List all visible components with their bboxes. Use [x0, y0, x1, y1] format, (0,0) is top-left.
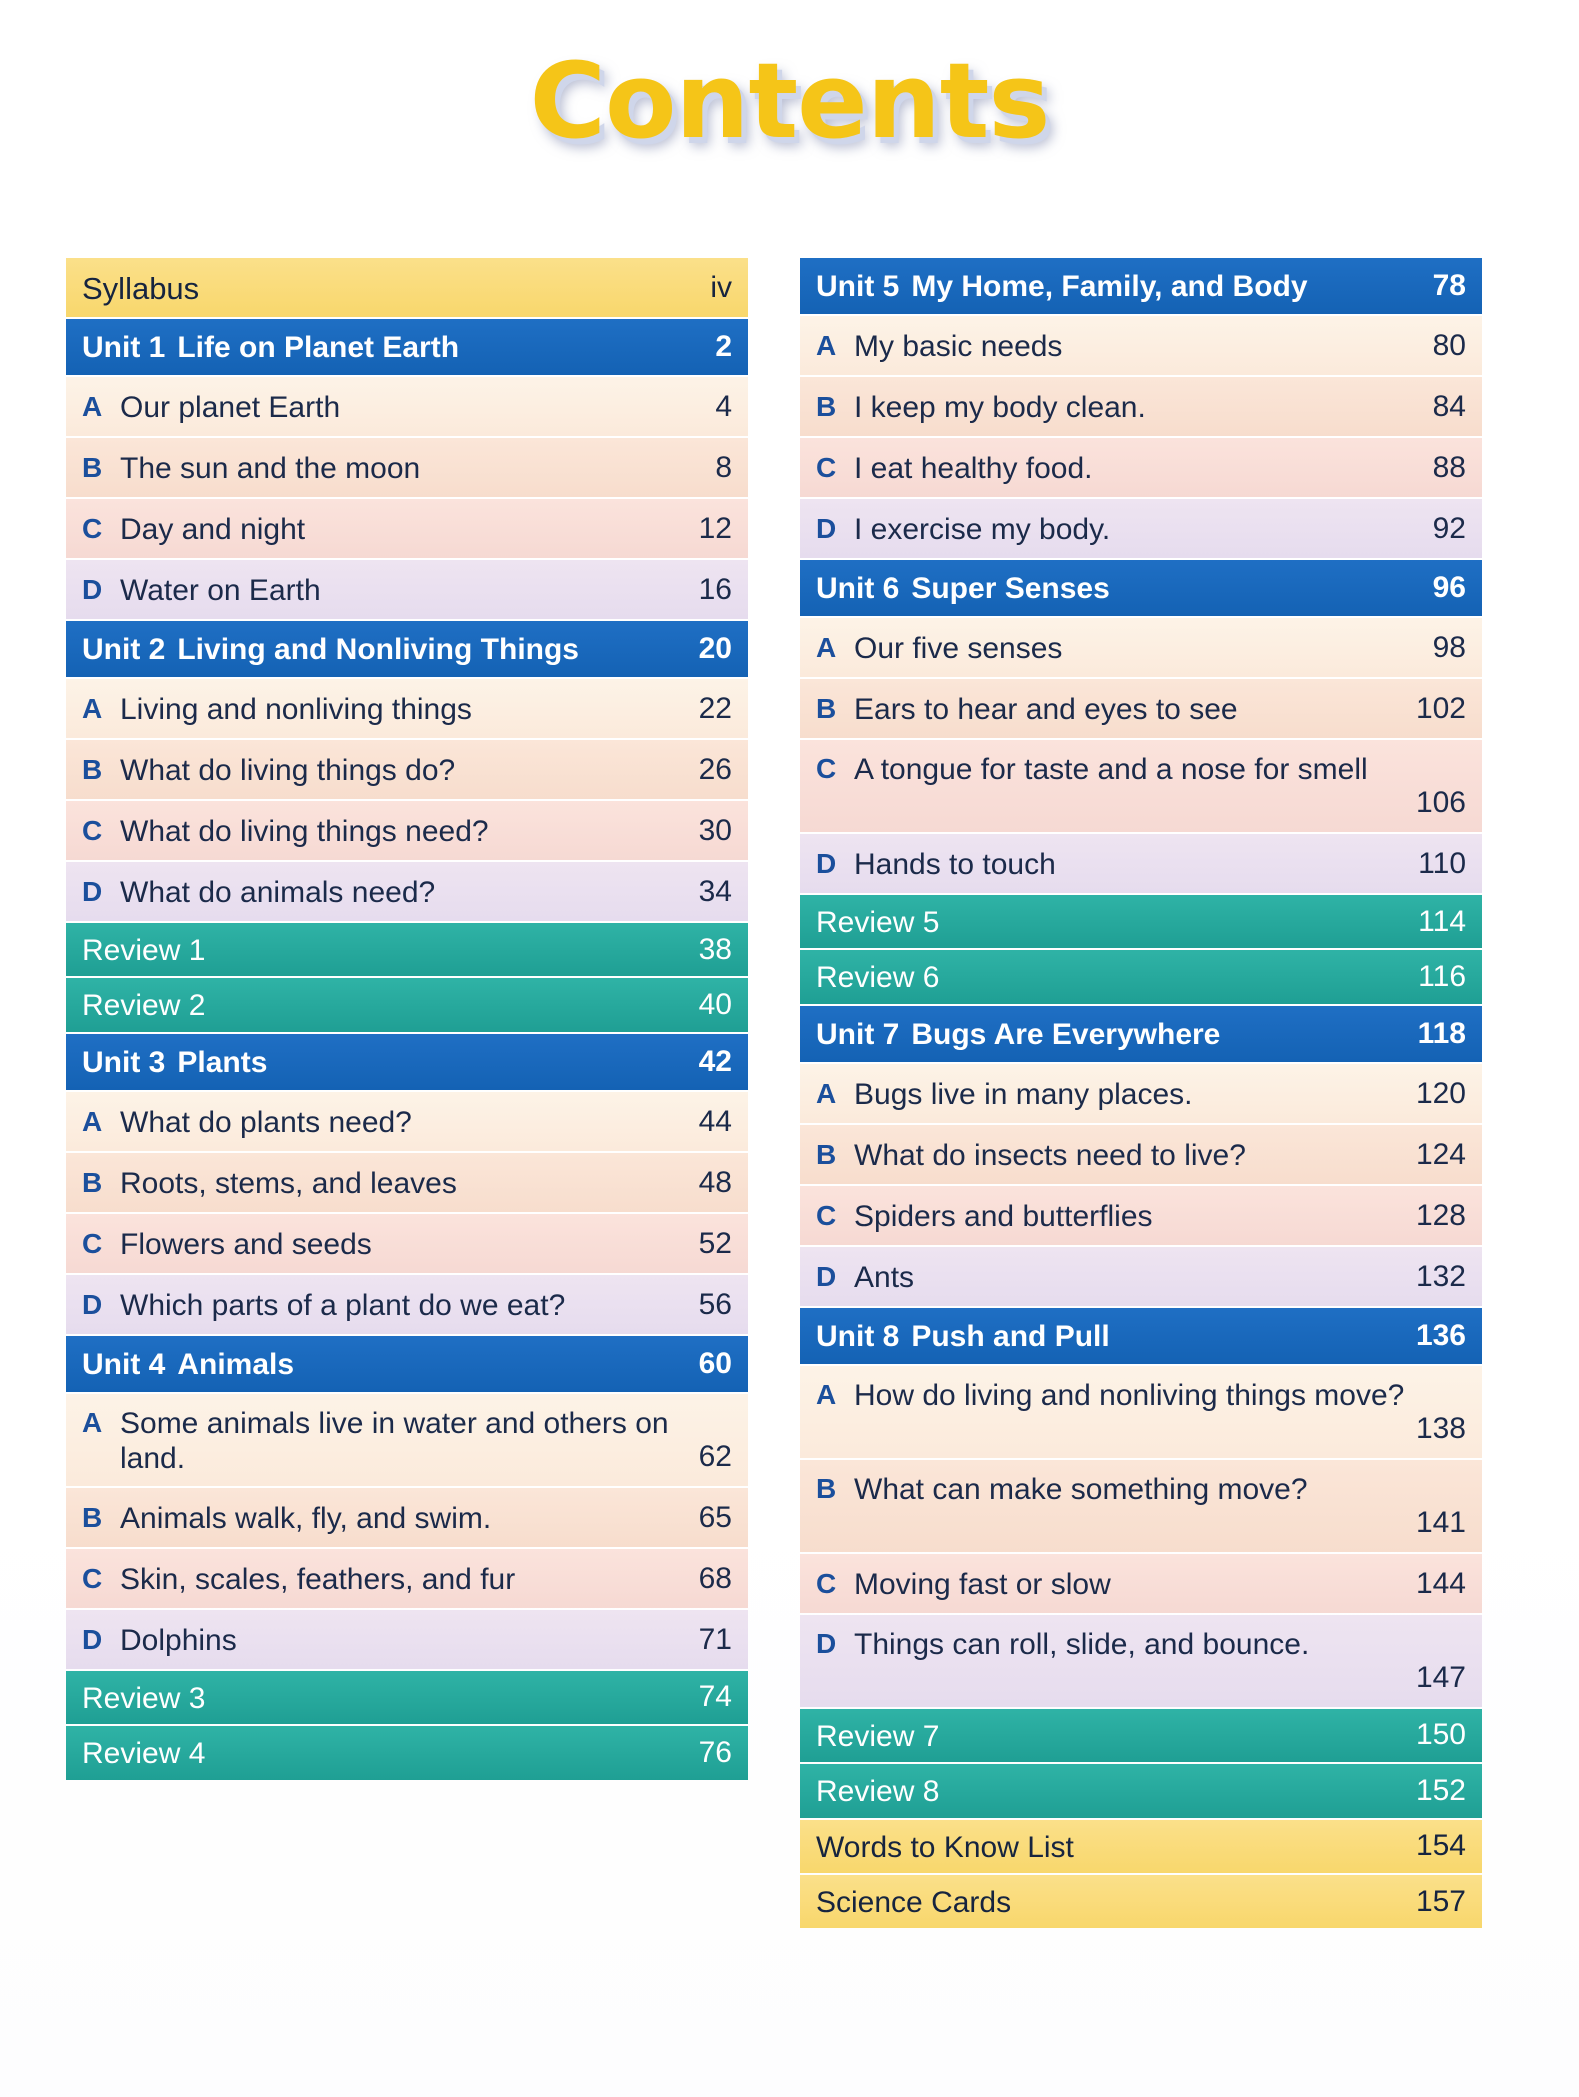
- toc-page-number: 110: [1418, 847, 1466, 880]
- toc-row-label: I exercise my body.: [854, 513, 1111, 546]
- toc-section-row[interactable]: [800, 1366, 1482, 1458]
- toc-row-text: [82, 1153, 676, 1210]
- toc-row-text: [82, 801, 676, 858]
- toc-row-label: Flowers and seeds: [120, 1227, 372, 1261]
- contents-columns: [0, 258, 1579, 2058]
- toc-section-row[interactable]: [800, 1554, 1482, 1613]
- toc-row-text: [82, 1394, 676, 1486]
- toc-page-number: 68: [698, 1561, 732, 1595]
- toc-section-letter: D: [82, 1288, 103, 1320]
- toc-page-number: 42: [698, 1044, 732, 1078]
- toc-page-number: 120: [1415, 1076, 1466, 1110]
- toc-page-number: 78: [1432, 269, 1466, 302]
- toc-row-text: [82, 560, 676, 617]
- toc-section-letter: B: [82, 1501, 103, 1533]
- toc-row-text: [82, 1034, 676, 1088]
- toc-row-text: [82, 923, 676, 976]
- toc-unit-row[interactable]: [800, 1006, 1482, 1062]
- toc-page-number: 80: [1432, 329, 1466, 362]
- toc-page-number: 40: [698, 988, 732, 1022]
- toc-row-label: Animals walk, fly, and swim.: [120, 1501, 492, 1535]
- toc-page-number: 56: [698, 1287, 732, 1321]
- toc-section-letter: D: [816, 513, 837, 544]
- toc-page-number: 136: [1415, 1318, 1466, 1352]
- toc-section-letter: D: [82, 876, 103, 907]
- toc-section-row[interactable]: [800, 740, 1482, 832]
- toc-row-text: [82, 679, 676, 736]
- toc-row-label: Skin, scales, feathers, and fur: [120, 1562, 516, 1596]
- contents-column-right: [800, 258, 1482, 1930]
- toc-section-letter: D: [82, 574, 103, 605]
- toc-row-label: Living and Nonliving Things: [177, 633, 579, 666]
- toc-review-row[interactable]: [66, 1671, 748, 1724]
- toc-extra-row[interactable]: [800, 1875, 1482, 1928]
- toc-row-label: Things can roll, slide, and bounce.: [854, 1627, 1310, 1661]
- toc-section-row[interactable]: [66, 1394, 748, 1486]
- toc-page-number: 84: [1432, 390, 1466, 423]
- toc-row-label: What can make something move?: [854, 1472, 1308, 1506]
- toc-page-number: 147: [1415, 1660, 1466, 1694]
- toc-section-letter: C: [816, 452, 837, 483]
- toc-page-number: 92: [1432, 512, 1466, 545]
- toc-row-label: Science Cards: [816, 1885, 1012, 1919]
- toc-row-text: [816, 1764, 1410, 1817]
- toc-section-row[interactable]: [66, 1214, 748, 1273]
- toc-unit-number: Unit 7: [816, 1017, 900, 1051]
- toc-section-letter: D: [816, 1260, 837, 1292]
- toc-review-row[interactable]: [66, 978, 748, 1031]
- toc-section-letter: A: [82, 1105, 103, 1137]
- toc-page-number: 102: [1415, 692, 1466, 725]
- toc-row-label: What do animals need?: [120, 876, 436, 909]
- toc-section-row[interactable]: [800, 438, 1482, 497]
- toc-section-row[interactable]: [800, 834, 1482, 893]
- toc-row-label: Review 3: [82, 1681, 206, 1715]
- toc-review-row[interactable]: [66, 1726, 748, 1779]
- toc-section-row[interactable]: [66, 679, 748, 738]
- toc-unit-number: Unit 8: [816, 1319, 900, 1353]
- toc-row-text: [82, 1671, 676, 1724]
- toc-section-letter: C: [816, 753, 837, 784]
- toc-row-text: [816, 499, 1410, 556]
- toc-page-number: 4: [715, 390, 732, 423]
- toc-page-number: 38: [698, 932, 732, 966]
- toc-section-letter: D: [82, 1623, 103, 1655]
- toc-section-letter: B: [82, 452, 103, 483]
- toc-row-label: I eat healthy food.: [854, 452, 1093, 485]
- toc-page-number: 62: [698, 1439, 732, 1473]
- toc-page-number: 20: [698, 632, 732, 665]
- toc-page-number: 96: [1432, 571, 1466, 604]
- toc-unit-row[interactable]: [66, 621, 748, 677]
- toc-section-row[interactable]: [66, 1092, 748, 1151]
- toc-row-text: [82, 319, 676, 373]
- toc-row-text: [816, 1125, 1410, 1182]
- toc-review-row[interactable]: [800, 1709, 1482, 1762]
- toc-section-letter: D: [816, 848, 837, 879]
- toc-review-row[interactable]: [800, 950, 1482, 1003]
- toc-row-text: [816, 895, 1410, 948]
- toc-section-row[interactable]: [66, 1610, 748, 1669]
- toc-unit-number: Unit 1: [82, 331, 166, 364]
- toc-section-letter: B: [816, 693, 837, 724]
- toc-row-text: [82, 1092, 676, 1149]
- toc-section-row[interactable]: [800, 1064, 1482, 1123]
- toc-row-text: [816, 1875, 1410, 1928]
- toc-section-letter: C: [82, 513, 103, 544]
- toc-page-number: 141: [1415, 1505, 1466, 1539]
- toc-page-number: 34: [698, 875, 732, 908]
- toc-row-label: How do living and nonliving things move?: [854, 1378, 1405, 1412]
- toc-row-label: The sun and the moon: [120, 452, 421, 485]
- toc-page-number: 74: [698, 1680, 732, 1714]
- toc-row-text: [816, 834, 1410, 891]
- toc-page-number: 44: [698, 1104, 732, 1138]
- toc-row-text: [82, 978, 676, 1031]
- toc-section-row[interactable]: [66, 862, 748, 921]
- toc-row-text: [82, 499, 676, 556]
- toc-row-label: Some animals live in water and others on land.: [120, 1406, 669, 1476]
- toc-row-label: Super Senses: [911, 572, 1110, 605]
- toc-section-row[interactable]: [66, 499, 748, 558]
- toc-row-label: Words to Know List: [816, 1830, 1074, 1864]
- toc-row-label: Ants: [854, 1260, 915, 1294]
- toc-row-text: [816, 1709, 1410, 1762]
- toc-section-letter: C: [816, 1567, 837, 1599]
- toc-unit-row[interactable]: [800, 560, 1482, 616]
- toc-page-number: 71: [698, 1622, 732, 1656]
- toc-row-label: Roots, stems, and leaves: [120, 1166, 457, 1200]
- toc-unit-row[interactable]: [66, 1336, 748, 1392]
- toc-page-number: 30: [698, 814, 732, 847]
- toc-page-number: 138: [1415, 1411, 1466, 1445]
- toc-row-text: [816, 560, 1410, 614]
- toc-page-number: 8: [715, 451, 732, 484]
- toc-row-label: Review 2: [82, 989, 206, 1023]
- toc-row-label: Plants: [177, 1045, 268, 1079]
- toc-unit-row[interactable]: [800, 258, 1482, 314]
- toc-page-number: 124: [1415, 1137, 1466, 1171]
- toc-row-label: Review 1: [82, 934, 206, 967]
- toc-row-label: Review 8: [816, 1775, 940, 1809]
- toc-page-number: 2: [715, 330, 732, 363]
- toc-row-text: [82, 1488, 676, 1545]
- toc-row-text: [816, 1186, 1410, 1243]
- toc-row-label: My Home, Family, and Body: [911, 270, 1308, 303]
- toc-row-text: [82, 1549, 676, 1606]
- toc-row-label: What do plants need?: [120, 1105, 412, 1139]
- toc-row-label: Review 6: [816, 961, 940, 995]
- toc-row-text: [82, 621, 676, 675]
- toc-page-number: 48: [698, 1165, 732, 1199]
- toc-page-number: 144: [1415, 1566, 1466, 1600]
- toc-row-label: Moving fast or slow: [854, 1567, 1111, 1601]
- toc-page-number: 114: [1418, 904, 1466, 938]
- toc-row-text: [816, 1460, 1410, 1516]
- toc-row-label: Life on Planet Earth: [177, 331, 460, 364]
- toc-section-letter: C: [82, 1562, 103, 1594]
- toc-row-text: [82, 862, 676, 919]
- toc-page-number: 132: [1415, 1259, 1466, 1293]
- toc-page-number: 128: [1415, 1198, 1466, 1232]
- toc-row-text: [82, 1726, 676, 1779]
- toc-row-text: [816, 1308, 1410, 1362]
- toc-section-row[interactable]: [66, 1549, 748, 1608]
- toc-page-number: 16: [698, 573, 732, 606]
- toc-row-label: What do living things need?: [120, 815, 489, 848]
- toc-section-letter: D: [816, 1627, 837, 1659]
- toc-section-row[interactable]: [66, 1488, 748, 1547]
- toc-page-number: 98: [1432, 631, 1466, 664]
- toc-row-text: [816, 1554, 1410, 1611]
- toc-section-row[interactable]: [66, 560, 748, 619]
- toc-review-row[interactable]: [800, 895, 1482, 948]
- toc-page-number: 60: [698, 1346, 732, 1380]
- toc-row-label: Review 4: [82, 1737, 206, 1771]
- toc-unit-number: Unit 4: [82, 1347, 166, 1381]
- toc-row-text: [816, 1247, 1410, 1304]
- toc-unit-row[interactable]: [66, 1034, 748, 1090]
- toc-row-text: [816, 1064, 1410, 1121]
- toc-section-row[interactable]: [800, 1186, 1482, 1245]
- toc-section-letter: B: [82, 1166, 103, 1198]
- toc-row-label: Review 7: [816, 1719, 940, 1753]
- toc-section-row[interactable]: [66, 801, 748, 860]
- toc-row-label: Ears to hear and eyes to see: [854, 693, 1238, 726]
- toc-row-label: What do insects need to live?: [854, 1138, 1246, 1172]
- toc-page-number: 106: [1415, 786, 1466, 819]
- toc-row-label: Syllabus: [82, 271, 200, 306]
- toc-section-letter: B: [816, 1472, 837, 1504]
- toc-row-label: A tongue for taste and a nose for smell: [854, 753, 1368, 786]
- toc-section-letter: A: [816, 1077, 837, 1109]
- toc-section-row[interactable]: [800, 1615, 1482, 1707]
- toc-row-text: [816, 950, 1410, 1003]
- toc-row-label: Living and nonliving things: [120, 693, 472, 726]
- toc-section-letter: A: [82, 1406, 103, 1438]
- toc-section-row[interactable]: [66, 1153, 748, 1212]
- toc-section-row[interactable]: [800, 499, 1482, 558]
- toc-section-letter: B: [82, 754, 103, 785]
- toc-row-label: My basic needs: [854, 330, 1063, 363]
- toc-section-letter: A: [82, 391, 103, 422]
- toc-row-text: [82, 377, 676, 434]
- toc-page-number: 88: [1432, 451, 1466, 484]
- toc-page-number: 26: [698, 753, 732, 786]
- contents-column-left: [66, 258, 748, 1782]
- toc-section-letter: B: [816, 391, 837, 422]
- toc-row-label: Day and night: [120, 513, 306, 546]
- toc-section-row[interactable]: [800, 1125, 1482, 1184]
- toc-row-label: Bugs live in many places.: [854, 1077, 1193, 1111]
- toc-page-number: 118: [1417, 1016, 1466, 1050]
- toc-unit-number: Unit 6: [816, 572, 900, 605]
- toc-row-label: Which parts of a plant do we eat?: [120, 1288, 566, 1322]
- toc-extra-row[interactable]: [66, 258, 748, 317]
- toc-page-number: 116: [1418, 960, 1466, 994]
- toc-section-row[interactable]: [800, 1247, 1482, 1306]
- toc-row-text: [816, 618, 1410, 675]
- toc-row-text: [816, 258, 1410, 312]
- toc-section-row[interactable]: [800, 618, 1482, 677]
- toc-section-row[interactable]: [800, 1460, 1482, 1552]
- toc-section-row[interactable]: [800, 316, 1482, 375]
- toc-row-text: [816, 1006, 1410, 1060]
- toc-page-number: 157: [1415, 1884, 1466, 1918]
- toc-section-letter: A: [82, 693, 103, 724]
- toc-row-label: Review 5: [816, 906, 940, 939]
- toc-unit-row[interactable]: [66, 319, 748, 375]
- toc-page-number: 76: [698, 1735, 732, 1769]
- toc-row-label: Water on Earth: [120, 574, 321, 607]
- toc-section-letter: A: [816, 632, 837, 663]
- toc-page-number: iv: [710, 271, 732, 304]
- toc-unit-row[interactable]: [800, 1308, 1482, 1364]
- toc-row-label: Bugs Are Everywhere: [911, 1017, 1221, 1051]
- toc-row-text: [82, 438, 676, 495]
- page-title-wrap: [0, 40, 1579, 200]
- toc-row-text: [816, 1366, 1410, 1422]
- toc-page-number: 52: [698, 1226, 732, 1260]
- toc-row-label: Animals: [177, 1347, 295, 1381]
- page-title: Contents: [529, 40, 1050, 162]
- toc-row-text: [82, 1275, 676, 1332]
- toc-page-number: 12: [698, 512, 732, 545]
- toc-unit-number: Unit 5: [816, 270, 900, 303]
- toc-page-number: 22: [698, 692, 732, 725]
- toc-row-text: [816, 1615, 1410, 1671]
- toc-review-row[interactable]: [800, 1764, 1482, 1817]
- toc-row-text: [816, 438, 1410, 495]
- toc-row-label: What do living things do?: [120, 754, 456, 787]
- toc-row-text: [82, 258, 676, 317]
- toc-section-row[interactable]: [66, 1275, 748, 1334]
- toc-section-row[interactable]: [66, 740, 748, 799]
- toc-row-label: Our planet Earth: [120, 391, 341, 424]
- toc-section-letter: C: [82, 815, 103, 846]
- toc-section-row[interactable]: [800, 377, 1482, 436]
- toc-section-letter: A: [816, 1378, 837, 1410]
- toc-unit-number: Unit 3: [82, 1045, 166, 1079]
- toc-row-text: [816, 1820, 1410, 1873]
- toc-section-letter: B: [816, 1138, 837, 1170]
- toc-row-label: Dolphins: [120, 1623, 237, 1657]
- toc-row-text: [82, 1336, 676, 1390]
- toc-row-text: [816, 316, 1410, 373]
- toc-row-label: Hands to touch: [854, 848, 1056, 881]
- toc-page-number: 150: [1415, 1718, 1466, 1752]
- toc-extra-row[interactable]: [800, 1820, 1482, 1873]
- toc-row-text: [816, 740, 1410, 796]
- toc-row-text: [816, 679, 1410, 736]
- toc-section-letter: A: [816, 330, 837, 361]
- toc-row-label: Our five senses: [854, 632, 1063, 665]
- toc-section-letter: C: [816, 1199, 837, 1231]
- toc-page-number: 152: [1415, 1773, 1466, 1807]
- toc-row-text: [816, 377, 1410, 434]
- toc-review-row[interactable]: [66, 923, 748, 976]
- toc-row-text: [82, 1610, 676, 1667]
- toc-section-row[interactable]: [800, 679, 1482, 738]
- toc-section-row[interactable]: [66, 438, 748, 497]
- toc-row-text: [82, 1214, 676, 1271]
- toc-row-label: I keep my body clean.: [854, 391, 1146, 424]
- toc-section-letter: C: [82, 1227, 103, 1259]
- toc-row-label: Push and Pull: [911, 1319, 1110, 1353]
- toc-unit-number: Unit 2: [82, 633, 166, 666]
- toc-row-text: [82, 740, 676, 797]
- toc-row-label: Spiders and butterflies: [854, 1199, 1153, 1233]
- toc-page-number: 154: [1415, 1829, 1466, 1863]
- toc-section-row[interactable]: [66, 377, 748, 436]
- toc-page-number: 65: [698, 1500, 732, 1534]
